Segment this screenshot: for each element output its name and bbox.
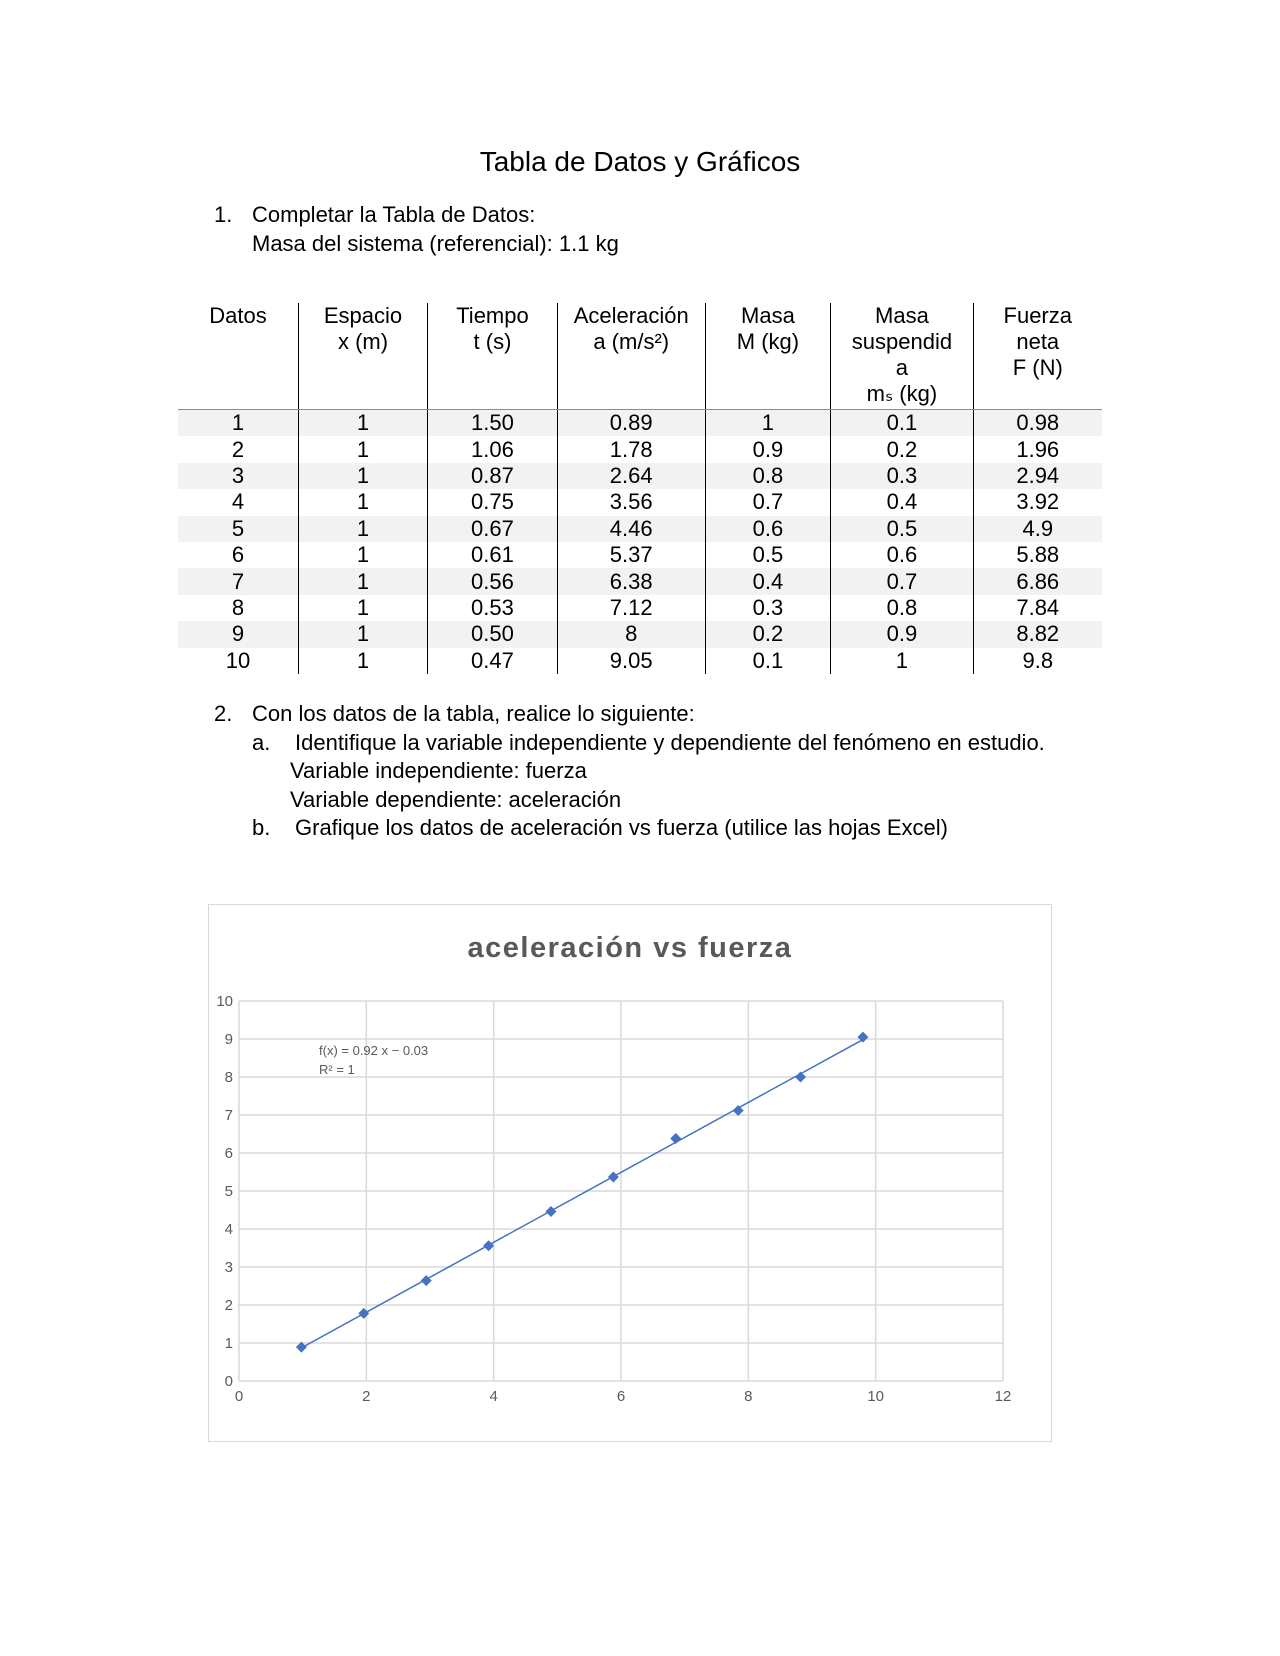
table-cell: 0.61 [427, 542, 557, 568]
table-cell: 4.46 [557, 516, 705, 542]
y-tick-label: 6 [224, 1145, 233, 1162]
table-row [178, 648, 1102, 674]
table-cell: 2 [231, 436, 245, 462]
header-line: neta [1016, 329, 1060, 354]
table-cell: 0.2 [705, 621, 831, 647]
header-line: Masa [741, 303, 795, 328]
section-2-number: 2. [214, 701, 233, 726]
data-point [358, 1308, 369, 1319]
item-b-letter: b. [252, 815, 271, 840]
header-line: F (N) [1012, 355, 1063, 380]
y-tick-label: 2 [224, 1297, 233, 1314]
trendline-layer [301, 1040, 863, 1348]
header-line: Masa [875, 303, 929, 328]
chart-canvas [209, 905, 1051, 1441]
table-cell: 0.98 [973, 410, 1102, 437]
system-mass-line: Masa del sistema (referencial): 1.1 kg [252, 231, 619, 256]
item-b-text: Grafique los datos de aceleración vs fuerza (utilice las hojas Excel) [295, 815, 948, 840]
header-line: Tiempo [456, 303, 529, 328]
table-cell: 0.4 [705, 568, 831, 594]
y-tick-label: 3 [224, 1259, 233, 1276]
table-cell: 0.1 [831, 410, 973, 437]
table-cell: 0.9 [705, 436, 831, 462]
table-cell: 10 [225, 647, 251, 673]
table-cell: 1 [299, 516, 428, 542]
x-axis-ticks [235, 1388, 1012, 1405]
table-cell: 6 [231, 542, 245, 568]
header-line: M (kg) [736, 329, 800, 354]
table-cell: 0.7 [705, 489, 831, 515]
table-cell: 3 [178, 463, 299, 489]
x-tick-label: 10 [867, 1388, 885, 1405]
table-cell: 0.89 [557, 410, 705, 437]
table-row [178, 542, 1102, 568]
table-cell: 3.92 [973, 489, 1102, 515]
table-cell: 0.8 [705, 463, 831, 489]
data-table [178, 303, 1102, 674]
table-body [178, 410, 1102, 674]
y-tick-label: 10 [216, 993, 233, 1010]
table-cell: 9.8 [973, 648, 1102, 674]
table-cell: 0.4 [831, 489, 973, 515]
table-cell: 1 [299, 595, 428, 621]
table-row [178, 436, 1102, 462]
table-cell: 0.5 [831, 516, 973, 542]
table-cell: 5 [178, 516, 299, 542]
table-cell: 0.87 [427, 463, 557, 489]
table-cell: 4 [231, 489, 245, 515]
section-1 [214, 200, 619, 258]
table-row [178, 463, 1102, 489]
y-tick-label: 5 [224, 1183, 233, 1200]
table-header-row [178, 303, 1102, 410]
table-cell: 1.78 [557, 436, 705, 462]
y-tick-label: 9 [224, 1031, 233, 1048]
table-cell: 0.75 [427, 489, 557, 515]
table-cell: 9.05 [557, 648, 705, 674]
table-cell: 0.67 [427, 516, 557, 542]
header-espacio [299, 303, 428, 410]
x-tick-label: 12 [994, 1388, 1012, 1405]
scatter-chart [208, 904, 1052, 1442]
header-line: mₛ (kg) [866, 381, 938, 406]
table-cell: 7 [178, 568, 299, 594]
header-line: Aceleración [573, 303, 689, 328]
data-point [483, 1240, 494, 1251]
table-cell: 1 [299, 542, 428, 568]
table-cell: 5.37 [557, 542, 705, 568]
table-cell: 0.3 [705, 595, 831, 621]
table-row [178, 489, 1102, 515]
table-cell: 0.50 [427, 621, 557, 647]
page-title: Tabla de Datos y Gráficos [479, 146, 801, 177]
header-line: a (m/s²) [593, 329, 670, 354]
table-cell: 1 [299, 621, 428, 647]
y-tick-label: 4 [224, 1221, 233, 1238]
table-cell: 1 [299, 410, 428, 437]
x-tick-label: 4 [489, 1388, 498, 1405]
table-cell: 9 [178, 621, 299, 647]
table-cell: 0.7 [831, 568, 973, 594]
table-cell: 0.5 [705, 542, 831, 568]
y-tick-label: 1 [224, 1335, 233, 1352]
table-cell: 8 [557, 621, 705, 647]
data-point [795, 1072, 806, 1083]
table-row [178, 516, 1102, 542]
table-cell: 1 [299, 648, 428, 674]
header-line: Datos [209, 303, 267, 328]
table-cell: 0.9 [831, 621, 973, 647]
dependent-variable: Variable dependiente: aceleración [290, 786, 622, 812]
table-cell: 6.38 [557, 568, 705, 594]
x-tick-label: 6 [616, 1388, 626, 1405]
table-cell: 4.9 [973, 516, 1102, 542]
x-tick-label: 2 [362, 1388, 371, 1405]
table-cell: 1 [705, 410, 831, 437]
item-a-letter: a. [252, 729, 271, 755]
table-row [178, 410, 1102, 437]
table-cell: 0.6 [831, 542, 973, 568]
y-tick-label: 7 [224, 1107, 233, 1124]
table-cell: 0.3 [831, 463, 973, 489]
x-tick-label: 8 [744, 1388, 753, 1405]
x-tick-label: 0 [234, 1388, 244, 1405]
table-cell: 0.8 [831, 595, 973, 621]
header-masa-suspendida [831, 303, 973, 410]
chart-grid [239, 1001, 1003, 1381]
table-cell: 3.56 [557, 489, 705, 515]
trendline-equation: f(x) = 0.92 x − 0.03 [319, 1043, 429, 1058]
y-axis-ticks [216, 993, 233, 1390]
data-point [670, 1133, 681, 1144]
table-row [178, 621, 1102, 647]
header-line: a [895, 355, 909, 380]
header-datos [178, 303, 299, 410]
header-masa [705, 303, 831, 410]
table-cell: 5.88 [973, 542, 1102, 568]
data-point [608, 1171, 619, 1182]
item-a-text: Identifique la variable independiente y dependiente del fenómeno en estudio. [295, 729, 1045, 755]
table-cell: 7.84 [973, 595, 1102, 621]
y-tick-label: 0 [224, 1373, 233, 1390]
data-point [545, 1206, 556, 1217]
table-cell: 0.47 [427, 648, 557, 674]
table-cell: 8 [231, 594, 245, 620]
header-aceleracion [557, 303, 705, 410]
table-cell: 0.56 [427, 568, 557, 594]
header-line: x (m) [337, 329, 389, 354]
table-row [178, 568, 1102, 594]
table-cell: 1.50 [427, 410, 557, 437]
header-fuerza [973, 303, 1102, 410]
table-cell: 1 [299, 463, 428, 489]
header-line: suspendid [851, 329, 953, 354]
y-tick-label: 8 [224, 1069, 233, 1086]
table-cell: 0.1 [705, 648, 831, 674]
table-cell: 1 [178, 410, 299, 437]
table-cell: 6.86 [973, 568, 1102, 594]
section-2-heading: Con los datos de la tabla, realice lo siguiente: [252, 701, 695, 726]
independent-variable: Variable independiente: fuerza [290, 758, 587, 783]
table-cell: 1.06 [427, 436, 557, 462]
table-cell: 1 [299, 489, 428, 515]
header-tiempo [427, 303, 557, 410]
table-cell: 0.53 [427, 595, 557, 621]
header-line: t (s) [473, 329, 512, 354]
chart-title: aceleración vs fuerza [467, 932, 793, 964]
section-1-heading: Completar la Tabla de Datos: [252, 202, 536, 227]
r-squared-label: R² = 1 [319, 1062, 355, 1077]
table-cell: 1 [299, 568, 428, 594]
table-cell: 1 [831, 648, 973, 674]
table-cell: 1.96 [973, 436, 1102, 462]
table-cell: 7.12 [557, 595, 705, 621]
section-2 [214, 700, 1045, 843]
table-cell: 1 [299, 436, 428, 462]
table-cell: 0.2 [831, 436, 973, 462]
table-cell: 0.6 [705, 516, 831, 542]
trendline [301, 1040, 863, 1348]
table-cell: 2.94 [973, 463, 1102, 489]
table-row [178, 595, 1102, 621]
table-cell: 2.64 [557, 463, 705, 489]
section-1-number: 1. [214, 202, 233, 227]
table-cell: 8.82 [973, 621, 1102, 647]
header-line: Espacio [323, 303, 403, 328]
header-line: Fuerza [1003, 303, 1072, 328]
